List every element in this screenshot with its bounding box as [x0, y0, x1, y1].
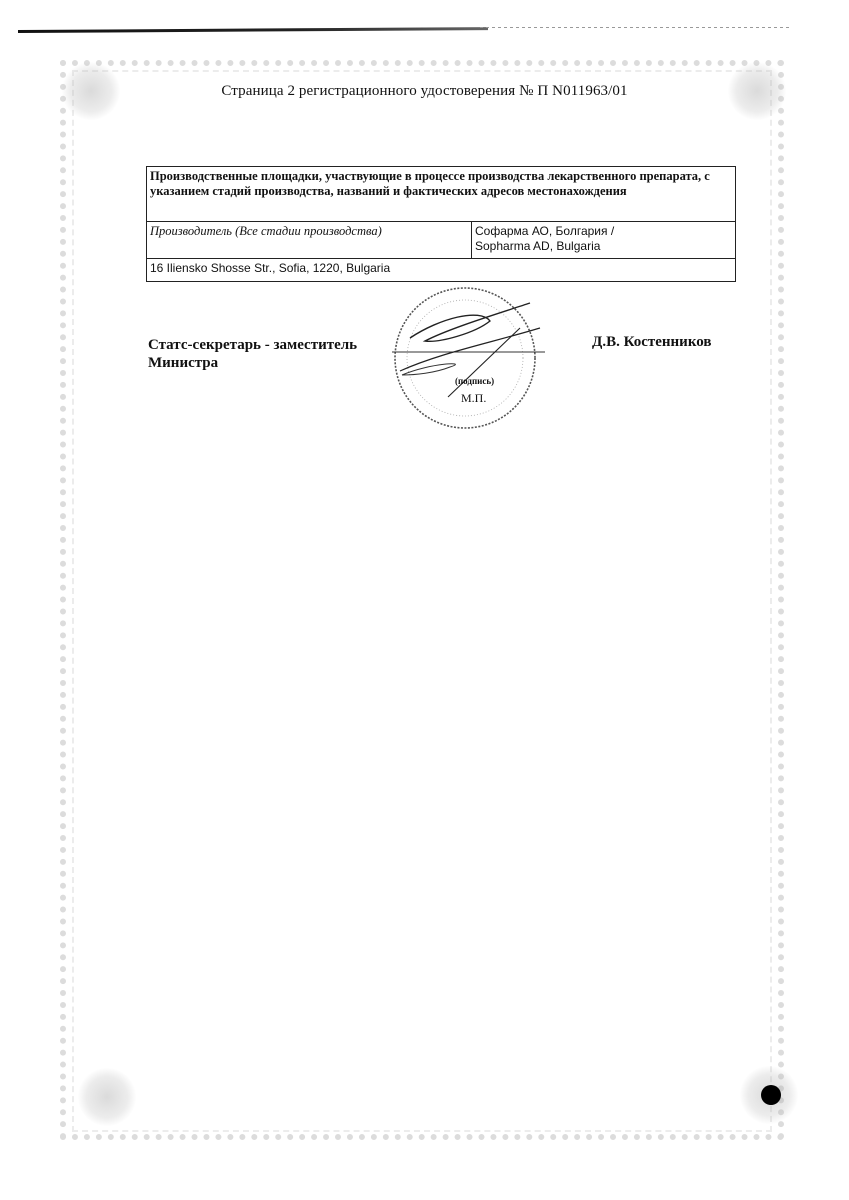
manufacturer-role: Производитель (Все стадии производства): [147, 222, 472, 259]
page-title: Страница 2 регистрационного удостоверения № П N011963/01: [221, 83, 628, 99]
official-seal-icon: [380, 283, 545, 433]
manufacturer-company: [472, 222, 736, 259]
production-sites-table: [146, 166, 736, 282]
scan-edge-line-faint: [480, 27, 790, 28]
scan-edge-line: [18, 27, 488, 33]
table-row: [147, 222, 736, 259]
manufacturer-address: 16 Iliensko Shosse Str., Sofia, 1220, Bulgaria: [147, 259, 736, 282]
table-heading: Производственные площадки, участвующие в процессе производства лекарственного препарата, с указанием стадий производства, названий и фактических адресов местонахождения: [147, 167, 736, 222]
signature-caption: (подпись): [455, 376, 495, 386]
signatory-position: [148, 336, 357, 372]
punch-hole-icon: [761, 1085, 781, 1105]
company-name-ru: Софарма АО, Болгария /: [475, 224, 615, 238]
signatory-name: Д.В. Костенников: [592, 334, 712, 350]
seal-caption: М.П.: [461, 391, 487, 405]
table-heading-row: [147, 167, 736, 222]
signatory-position-line1: Статс-секретарь - заместитель: [148, 337, 358, 353]
signatory-position-line2: Министра: [148, 355, 219, 371]
table-row: [147, 259, 736, 282]
company-name-en: Sopharma AD, Bulgaria: [475, 239, 601, 253]
corner-ornament-bottom-left: [78, 1068, 136, 1126]
